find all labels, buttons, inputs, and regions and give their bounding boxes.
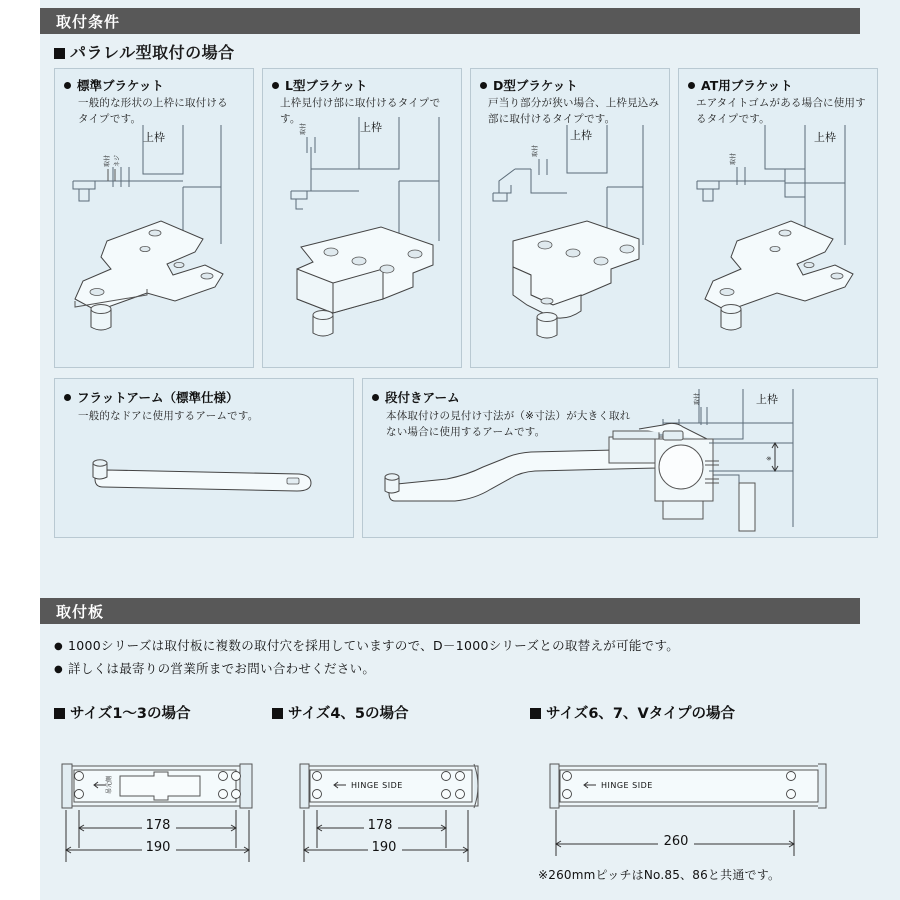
section-header-mounting-plate	[40, 598, 860, 624]
round-bullet-icon	[480, 82, 487, 89]
bracket-name: D型ブラケット	[493, 78, 578, 93]
dimension-178: 178	[145, 818, 171, 833]
section-header-install-conditions	[40, 8, 860, 34]
round-bullet-icon	[272, 82, 279, 89]
svg-text:上枠: 上枠	[360, 121, 382, 134]
document-page	[40, 0, 900, 900]
plate-heading-size4-5	[272, 702, 409, 723]
square-bullet-icon	[272, 708, 283, 719]
dim-mark-label: ※	[766, 455, 773, 461]
bracket-desc-standard: 一般的な形状の上枠に取付けるタイプです。	[78, 97, 228, 126]
note-line: ● 1000シリーズは取付板に複数の取付穴を採用していますので、D－1000シリーズとの取替えが可能です。	[54, 634, 864, 657]
plate-footnote: ※260mmピッチはNo.85、86と共通です。	[538, 868, 781, 882]
square-bullet-icon	[54, 708, 65, 719]
bracket-name: AT用ブラケット	[701, 78, 793, 93]
round-bullet-icon	[64, 82, 71, 89]
dimension-178: 178	[367, 818, 393, 833]
plate-diagram-size6-7-v	[538, 752, 868, 872]
dimension-190: 190	[145, 840, 171, 855]
square-bullet-icon	[54, 48, 65, 59]
arm-name: 段付きアーム	[385, 390, 460, 405]
mounting-plate-notes	[54, 634, 864, 680]
plate-heading-text: サイズ1～3の場合	[70, 706, 191, 722]
round-bullet-icon	[64, 394, 71, 401]
bracket-title-at-type	[688, 76, 793, 94]
hinge-side-label-jp: 吊元側	[106, 775, 113, 795]
svg-text:上枠: 上枠	[814, 131, 836, 144]
subheading-parallel-mount	[54, 40, 235, 63]
svg-text:上枠: 上枠	[143, 131, 165, 144]
round-bullet-icon	[372, 394, 379, 401]
svg-text:取付: 取付	[694, 392, 701, 405]
plate-diagram-size1-3	[50, 752, 290, 872]
note-line: ● 詳しくは最寄りの営業所までお問い合わせください。	[54, 657, 864, 680]
svg-text:取付: 取付	[104, 154, 111, 167]
bracket-title-standard	[64, 76, 164, 94]
arm-title-flat	[64, 388, 239, 406]
subheading-text: パラレル型取付の場合	[70, 43, 235, 62]
hinge-side-label-en: HINGE SIDE	[351, 781, 403, 790]
svg-text:ネジ: ネジ	[114, 154, 121, 167]
bracket-desc-l-type: 上枠見付け部に取付けるタイプです。	[280, 97, 441, 126]
bracket-title-d-type	[480, 76, 578, 94]
section-title-text: 取付板	[56, 602, 105, 621]
plate-diagram-size4-5	[288, 752, 528, 872]
svg-text:取付: 取付	[300, 122, 307, 135]
plate-heading-size1-3	[54, 702, 191, 723]
bracket-name: 標準ブラケット	[77, 78, 164, 93]
plate-heading-text: サイズ6、7、Vタイプの場合	[546, 706, 736, 722]
arm-title-stepped	[372, 388, 460, 406]
dimension-260: 260	[663, 834, 689, 849]
plate-heading-size6-7-v	[530, 702, 735, 723]
arm-desc-stepped: 本体取付けの見付け寸法が（※寸法）が大きく取れない場合に使用するアームです。	[386, 410, 631, 439]
bracket-desc-d-type: 戸当り部分が狭い場合、上枠見込み部に取付けるタイプです。	[488, 97, 660, 126]
arm-name: フラットアーム（標準仕様）	[77, 390, 239, 405]
svg-text:取付: 取付	[730, 152, 737, 165]
arm-desc-flat: 一般的なドアに使用するアームです。	[78, 410, 259, 422]
dimension-190: 190	[371, 840, 397, 855]
bracket-title-l-type	[272, 76, 367, 94]
svg-text:上枠: 上枠	[570, 129, 592, 142]
square-bullet-icon	[530, 708, 541, 719]
bracket-desc-at-type: エアタイトゴムがある場合に使用するタイプです。	[696, 97, 866, 126]
svg-text:上枠: 上枠	[756, 393, 778, 406]
svg-text:取付: 取付	[532, 144, 539, 157]
hinge-side-label-en: HINGE SIDE	[601, 781, 653, 790]
plate-heading-text: サイズ4、5の場合	[288, 706, 409, 722]
round-bullet-icon	[688, 82, 695, 89]
section-title-text: 取付条件	[56, 12, 121, 31]
bracket-name: L型ブラケット	[285, 78, 368, 93]
